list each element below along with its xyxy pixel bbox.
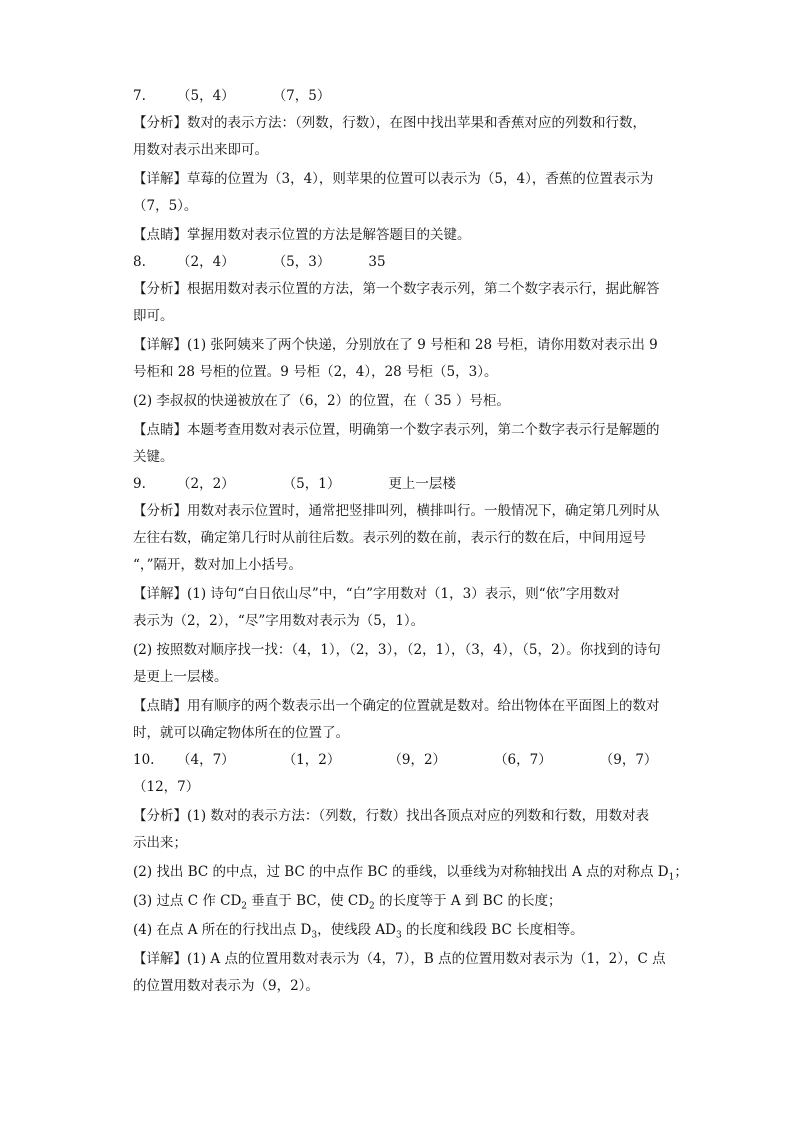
- q9-answer-2: （5，1）: [282, 476, 341, 492]
- q10-step-4-sub-1: 3: [311, 930, 318, 941]
- q8-comment-1: 【点睛】本题考查用数对表示位置，明确第一个数字表示列，第二个数字表示行是解题的: [133, 422, 660, 438]
- q10-answer-6: （12，7）: [133, 779, 200, 795]
- q10-detail-1: 【详解】(1) A 点的位置用数对表示为（4，7），B 点的位置用数对表示为（1，2），C 点: [133, 951, 666, 967]
- q10-step-2: [133, 864, 688, 883]
- q10-step-4: [133, 922, 673, 941]
- q10-analysis-2: 示出来；: [133, 835, 187, 851]
- q8-answer-3: 35: [368, 254, 386, 270]
- q10-step-3-mid: 垂直于 BC，使 CD: [247, 893, 370, 909]
- q7-detail-2: （7，5）。: [133, 198, 198, 214]
- q10-answer-3: （9，2）: [388, 752, 447, 768]
- q9-detail-1: 【详解】(1) 诗句“白日依山尽”中，“白”字用数对（1，3）表示，则“依”字用数对: [133, 586, 621, 602]
- q7-answer-line: [133, 88, 673, 104]
- q10-answer-2: （1，2）: [282, 752, 341, 768]
- q9-comment-1: 【点睛】用有顺序的两个数表示出一个确定的位置就是数对。给出物体在平面图上的数对: [133, 698, 660, 714]
- q10-answer-line: [133, 752, 673, 768]
- q10-step-4-sub-2: 3: [395, 930, 402, 941]
- q8-analysis-1: 【分析】根据用数对表示位置的方法，第一个数字表示列，第二个数字表示行，据此解答: [133, 281, 660, 297]
- q10-step-3-sub-2: 2: [369, 901, 375, 912]
- q10-step-4-end: 的长度和线段 BC 长度相等。: [401, 922, 584, 938]
- q8-answer-2: （5，3）: [272, 254, 331, 270]
- q9-comment-2: 时，就可以确定物体所在的位置了。: [133, 725, 349, 741]
- q10-step-3-sub-1: 2: [241, 901, 248, 912]
- q8-analysis-2: 即可。: [133, 308, 174, 324]
- answer-content: [133, 88, 688, 994]
- q10-step-4-mid: ，使线段 AD: [317, 922, 396, 938]
- q7-analysis-2: 用数对表示出来即可。: [133, 142, 268, 158]
- q10-step-2-end: ；: [674, 864, 688, 880]
- q10-answer-4: （6，7）: [494, 752, 552, 768]
- q10-step-3-text: (3) 过点 C 作 CD: [133, 893, 242, 909]
- q9-answer-3: 更上一层楼: [388, 476, 456, 492]
- q10-analysis-1: 【分析】(1) 数对的表示方法：（列数，行数）找出各顶点对应的列数和行数，用数对表: [133, 808, 650, 824]
- q7-answer-2: （7，5）: [272, 88, 331, 104]
- q8-answer-line: [133, 254, 673, 270]
- q9-detail-2: 表示为（2，2），“尽”字用数对表示为（5，1）。: [133, 613, 425, 629]
- q8-answer-1: （2，4）: [177, 254, 235, 270]
- q10-answer-5: （9，7）: [599, 752, 658, 768]
- q9-detail-3: (2) 按照数对顺序找一找：（4，1），（2，3），（2，1），（3，4），（5，2）。你找到的诗句: [133, 642, 661, 658]
- q7-answer-1: （5，4）: [177, 88, 235, 104]
- q10-step-2-sub: 1: [668, 872, 675, 883]
- q10-answer-1: （4，7）: [177, 752, 235, 768]
- q9-analysis-1: 【分析】用数对表示位置时，通常把竖排叫列，横排叫行。一般情况下，确定第几列时从: [133, 503, 660, 519]
- q10-step-2-text: (2) 找出 BC 的中点，过 BC 的中点作 BC 的垂线，以垂线为对称轴找出 A 点的对称点 D: [133, 864, 669, 880]
- q10-step-3: [133, 893, 673, 912]
- q7-number: 7.: [133, 88, 146, 104]
- q8-detail-1: 【详解】(1) 张阿姨来了两个快递，分别放在了 9 号柜和 28 号柜，请你用数对表示出 9: [133, 337, 658, 353]
- q7-detail-1: 【详解】草莓的位置为（3，4），则苹果的位置可以表示为（5，4），香蕉的位置表示为: [133, 171, 654, 187]
- q9-answer-line: [133, 476, 673, 492]
- q8-number: 8.: [133, 254, 146, 270]
- q9-detail-4: 是更上一层楼。: [133, 669, 228, 685]
- q9-analysis-3: “，”隔开，数对加上小括号。: [133, 557, 303, 573]
- q10-detail-2: 的位置用数对表示为（9，2）。: [133, 978, 319, 994]
- q9-answer-1: （2，2）: [177, 476, 235, 492]
- q10-step-4-text: (4) 在点 A 所在的行找出点 D: [133, 922, 312, 938]
- q8-comment-2: 关键。: [133, 449, 174, 465]
- q8-detail-2: 号柜和 28 号柜的位置。9 号柜（2，4），28 号柜（5，3）。: [133, 364, 498, 380]
- q9-analysis-2: 左往右数，确定第几行时从前往后数。表示列的数在前，表示行的数在后，中间用逗号: [133, 530, 646, 546]
- q10-step-3-end: 的长度等于 A 到 BC 的长度；: [374, 893, 562, 909]
- q7-analysis-1: 【分析】数对的表示方法：（列数，行数），在图中找出苹果和香蕉对应的列数和行数，: [133, 115, 646, 131]
- q7-comment: 【点睛】掌握用数对表示位置的方法是解答题目的关键。: [133, 227, 471, 243]
- q9-number: 9.: [133, 476, 146, 492]
- q8-detail-3: (2) 李叔叔的快递被放在了（6，2）的位置，在（ 35 ）号柜。: [133, 393, 510, 409]
- q10-number: 10.: [133, 752, 155, 768]
